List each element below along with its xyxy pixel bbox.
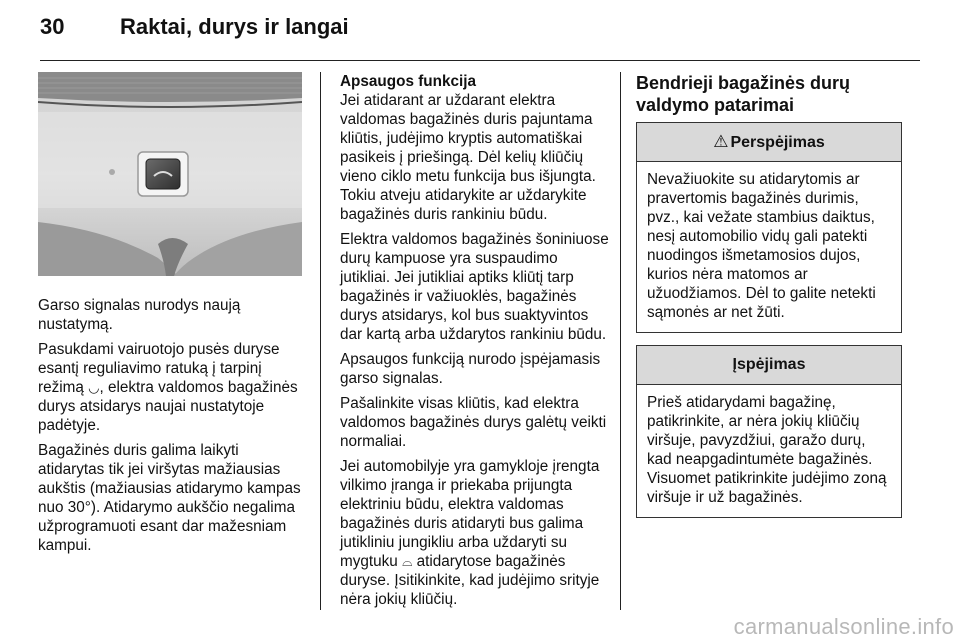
paragraph-adjust-wheel: Pasukdami vairuotojo pusės duryse esantį reguliavimo ratuką į tarpinį režimą ◡, elektra valdomos bagažinės durys atsidarys naujai nustatytoje padėtyje. <box>38 341 298 434</box>
paragraph-obstacle: Jei atidarant ar uždarant elektra valdomas bagažinės duris pajuntama kliūtis, judėjimo kryptis automatiškai pasikeis į priešingą. Dėl kelių kliūčių vieno ciklo metu funkcija bus išjungta. Tokiu atveju atidarykite ar uždarykite bagažinės duris rankiniu būdu. <box>340 92 596 223</box>
watermark: carmanualsonline.info <box>733 614 954 639</box>
half-moon-icon: ◡ <box>88 380 100 395</box>
header-divider <box>40 60 920 61</box>
section-heading-protection: Apsaugos funkcija <box>340 73 476 90</box>
page-header <box>40 12 920 52</box>
column-middle <box>340 72 612 615</box>
paragraph-pinch-sensors: Elektra valdomos bagažinės šoniniuose durų kampuose yra suspaudimo jutikliai. Jei jutikliai aptiks kliūtį tarp bagažinės ir važiuoklės, bagažinės durys atsidarys, kol bus suaktyvintos dar kartą arba uždarytos rankiniu būdu. <box>340 231 609 343</box>
column-divider-1 <box>320 72 321 610</box>
tailgate-close-icon: ⌓ <box>402 554 413 569</box>
paragraph-towing: Jei automobilyje yra gamykloje įrengta vilkimo įranga ir priekaba prijungta elektriniu būdu, elektra valdomas bagažinės duris atidaryti bus galima jutikliniu jungikliu arba uždaryti su mygtuku ⌓ atidarytose bagažinės duryse. Įsitikinkite, kad judėjimo srityje nėra jokių kliūčių. <box>340 458 600 608</box>
paragraph-remove-obstacles: Pašalinkite visas kliūtis, kad elektra valdomos bagažinės durys galėtų veikti normaliai. <box>340 395 607 450</box>
danger-warning-text: Nevažiuokite su atidarytomis ar pravertomis bagažinės durimis, pvz., kai vežate stambius daiktus, nesį automobilio vidų gali patekti nuodingos išmetamosios dujos, kurios nėra matomos ar užuodžiamos. Dėl to galite netekti sąmonės ar net žūti. <box>647 171 876 321</box>
paragraph-new-setting: Garso signalas nurodys naują nustatymą. <box>38 297 241 333</box>
section-title-general-tips: Bendrieji bagažinės durų valdymo patarimai <box>636 73 851 115</box>
danger-warning-header <box>637 123 901 162</box>
warning-triangle-icon: ⚠ <box>713 132 729 151</box>
caution-text: Prieš atidarydami bagažinę, patikrinkite, ar nėra jokių kliūčių viršuje, pavyzdžiui, garažo durų, kad neapgadintumėte bagažinės. Visuomet patikrinkite judėjimo zoną viršuje ir už bagažinės. <box>647 394 887 506</box>
tailgate-button-photo <box>38 72 302 276</box>
column-right <box>636 72 902 530</box>
danger-warning-title: Perspėjimas <box>730 134 825 151</box>
caution-header: Įspėjimas <box>637 346 901 385</box>
page-title: Raktai, durys ir langai <box>120 14 349 39</box>
caution-box <box>636 345 902 518</box>
page-number: 30 <box>40 14 65 39</box>
danger-warning-box <box>636 122 902 333</box>
paragraph-warning-chime: Apsaugos funkciją nurodo įspėjamasis garso signalas. <box>340 351 601 387</box>
column-divider-2 <box>620 72 621 610</box>
column-left <box>38 72 306 561</box>
paragraph-min-height: Bagažinės duris galima laikyti atidarytas tik jei viršytas mažiausias aukštis (mažiausias atidarymo kampas nuo 30°). Atidarymo aukščio negalima užprogramuoti esant dar mažesniam kampui. <box>38 442 301 554</box>
